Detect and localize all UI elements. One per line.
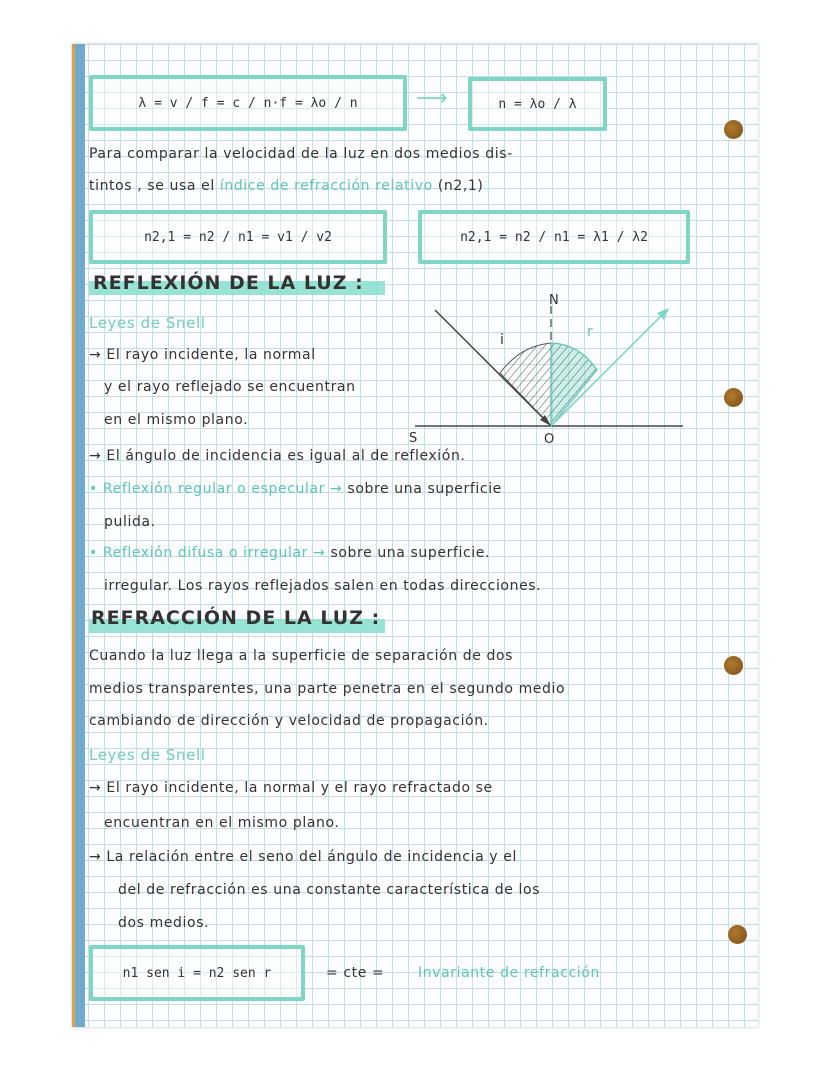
diffuse-desc: sobre una superficie. — [330, 545, 490, 561]
reflection-angle-region — [551, 343, 597, 426]
refraccion-line-5: dos medios. — [118, 915, 210, 931]
reflexion-line-7 — [89, 545, 490, 561]
reflexion-line-5 — [89, 481, 502, 497]
formula-box-relative-a — [89, 210, 387, 264]
arrow-icon: ⟶ — [416, 86, 448, 111]
reflection-diagram — [405, 288, 695, 448]
formula-snell: n1 sen i = n2 sen r — [122, 965, 272, 981]
arrow-icon: → — [324, 481, 348, 497]
specular-desc: sobre una superficie — [347, 481, 502, 497]
incidence-angle-region — [500, 343, 551, 426]
arrow-icon: → — [308, 545, 331, 561]
formula-wavelength: λ = v / f = c / n·f = λo / n — [138, 95, 358, 111]
refraccion-para-1: Cuando la luz llega a la superficie de separación de dos — [89, 648, 514, 664]
snell-invariant: Invariante de refracción — [418, 965, 600, 981]
formula-box-wavelength — [89, 75, 407, 131]
refraccion-line-4: del de refracción es una constante característica de los — [118, 882, 541, 898]
reflexion-line-8: irregular. Los rayos reflejados salen en todas direcciones. — [104, 578, 542, 594]
refraccion-para-2: medios transparentes, una parte penetra en el segundo medio — [89, 681, 566, 697]
refraccion-line-3: → La relación entre el seno del ángulo de incidencia y el — [89, 849, 517, 865]
reflexion-subheading: Leyes de Snell — [89, 314, 206, 332]
reflexion-heading: REFLEXIÓN DE LA LUZ : — [93, 272, 364, 294]
reflexion-line-4: → El ángulo de incidencia es igual al de reflexión. — [89, 448, 466, 464]
intro-line-2-start: tintos , se usa el — [89, 178, 220, 194]
normal-label: N — [549, 293, 559, 308]
incidence-label: i — [500, 332, 504, 348]
formula-box-snell — [89, 945, 305, 1001]
reflexion-line-3: en el mismo plano. — [104, 412, 249, 428]
refraccion-subheading: Leyes de Snell — [89, 746, 206, 764]
sheet-edge-line — [72, 44, 75, 1027]
reflexion-line-2: y el rayo reflejado se encuentran — [104, 379, 356, 395]
snell-constant: = cte = — [326, 965, 385, 981]
formula-box-index — [468, 77, 607, 131]
reflection-label: r — [587, 324, 593, 340]
surface-label: S — [409, 431, 418, 446]
diffuse-term: • Reflexión difusa o irregular — [89, 545, 309, 561]
specular-term: • Reflexión regular o especular — [89, 481, 325, 497]
formula-box-relative-b — [418, 210, 690, 264]
reflexion-line-1: → El rayo incidente, la normal — [89, 347, 316, 363]
binder-hole — [724, 656, 743, 675]
relative-index-term: índice de refracción relativo — [219, 178, 433, 194]
formula-relative-a: n2,1 = n2 / n1 = v1 / v2 — [144, 229, 332, 245]
intro-line-2-end: (n2,1) — [432, 178, 484, 194]
refraccion-para-3: cambiando de dirección y velocidad de propagación. — [89, 713, 489, 729]
formula-index: n = λo / λ — [498, 96, 577, 112]
binder-hole — [724, 388, 743, 407]
binder-hole — [728, 925, 747, 944]
origin-label: O — [544, 432, 555, 447]
refraccion-line-1: → El rayo incidente, la normal y el rayo refractado se — [89, 780, 493, 796]
reflexion-line-6: pulida. — [104, 514, 156, 530]
refraccion-heading: REFRACCIÓN DE LA LUZ : — [91, 607, 381, 629]
intro-line-2 — [89, 178, 484, 194]
intro-line-1: Para comparar la velocidad de la luz en dos medios dis- — [89, 146, 513, 162]
refraccion-line-2: encuentran en el mismo plano. — [104, 815, 340, 831]
formula-relative-b: n2,1 = n2 / n1 = λ1 / λ2 — [460, 229, 648, 245]
binder-hole — [724, 120, 743, 139]
